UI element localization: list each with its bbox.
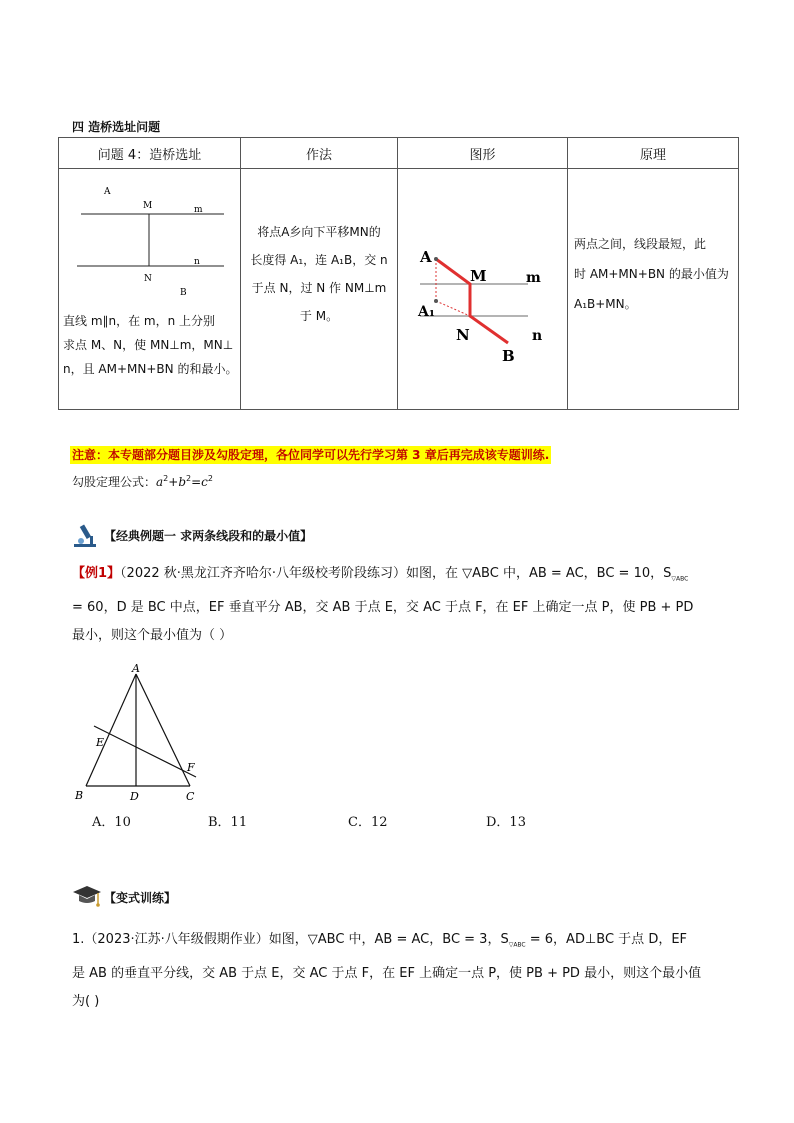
section-title: 四 造桥选址问题 bbox=[72, 120, 161, 134]
exercise-1 bbox=[72, 926, 736, 1016]
header-principle: 原理 bbox=[568, 138, 739, 169]
method-line: 将点A乡向下平移MN的 bbox=[257, 225, 381, 239]
method-cell bbox=[241, 169, 398, 410]
label-n: n bbox=[194, 257, 200, 267]
problem-line: n，且 AM+MN+BN 的和最小。 bbox=[63, 362, 238, 376]
example-problem bbox=[72, 560, 732, 650]
point-A1 bbox=[434, 299, 438, 303]
example-line-2: = 60，D 是 BC 中点，EF 垂直平分 AB，交 AB 于点 E，交 AC 于点 F，在 EF 上确定一点 P，使 PB + PD bbox=[72, 599, 694, 615]
graph-label-A: A bbox=[420, 248, 432, 266]
graph-label-n: n bbox=[532, 328, 543, 344]
graph-label-M: M bbox=[470, 267, 487, 285]
bridge-graph bbox=[398, 189, 568, 369]
exercise-line-1: 1.（2023·江苏·八年级假期作业）如图，▽ABC 中，AB = AC，BC = 3，$S_{▽ABC} = 6$，AD⊥BC 于点 D，EF bbox=[72, 932, 688, 949]
header-method: 作法 bbox=[241, 138, 398, 169]
microscope-icon bbox=[72, 522, 100, 552]
method-line: 于 M。 bbox=[299, 309, 339, 323]
choice-c: C．12 bbox=[348, 815, 388, 830]
header-graph: 图形 bbox=[398, 138, 568, 169]
example-line-3: 最小，则这个最小值为（ ） bbox=[72, 627, 233, 643]
graph-label-B: B bbox=[502, 347, 515, 365]
dash-a1-n bbox=[436, 301, 470, 316]
graduation-cap-icon bbox=[72, 884, 102, 914]
problem-cell bbox=[59, 169, 241, 410]
tri-label-D: D bbox=[130, 790, 139, 803]
label-B: B bbox=[180, 288, 187, 298]
graph-label-m: m bbox=[526, 270, 541, 286]
principle-cell bbox=[568, 169, 739, 410]
label-N: N bbox=[144, 274, 152, 284]
graph-cell bbox=[398, 169, 568, 410]
label-M: M bbox=[143, 201, 153, 211]
label-A: A bbox=[104, 187, 111, 197]
choice-b: B．11 bbox=[208, 815, 248, 830]
exercise-line-3: 为( ) bbox=[72, 993, 100, 1009]
graph-label-A1: A₁ bbox=[418, 304, 435, 320]
principle-line: 时 AM+MN+BN 的最小值为 bbox=[574, 267, 729, 281]
label-m: m bbox=[194, 205, 203, 215]
tri-label-A: A bbox=[132, 662, 140, 675]
choice-a: A．10 bbox=[92, 815, 131, 830]
tri-label-F: F bbox=[187, 761, 195, 774]
problem-line: 直线 m∥n，在 m，n 上分别 bbox=[63, 314, 216, 328]
method-line: 长度得 A₁，连 A₁B，交 n bbox=[250, 253, 388, 267]
tri-label-C: C bbox=[186, 790, 195, 803]
problem-figure bbox=[59, 169, 239, 309]
bridge-table bbox=[58, 137, 739, 410]
notice-text: 注意：本专题部分题目涉及勾股定理，各位同学可以先行学习第 3 章后再完成该专题训练. bbox=[72, 448, 550, 462]
triangle-figure bbox=[70, 662, 210, 806]
graph-label-N: N bbox=[456, 326, 470, 344]
point-A bbox=[434, 257, 438, 261]
choice-d: D．13 bbox=[486, 815, 526, 830]
principle-line: 两点之间，线段最短，此 bbox=[574, 237, 707, 251]
example-line-1: 【例1】（2022 秋·黑龙江齐齐哈尔·八年级校考阶段练习）如图，在 ▽ABC 中，AB = AC，BC = 10，$S_{▽ABC}$ bbox=[72, 566, 689, 583]
header-problem: 问题 4：造桥选址 bbox=[59, 138, 241, 169]
pythagoras-formula: 勾股定理公式：$a^2+b^2=c^2$ bbox=[72, 474, 213, 489]
example-heading: 【经典例题一 求两条线段和的最小值】 bbox=[104, 529, 313, 543]
principle-line: A₁B+MN。 bbox=[574, 297, 637, 311]
problem-line: 求点 M、N，使 MN⊥m，MN⊥ bbox=[63, 338, 234, 352]
tri-label-B: B bbox=[75, 789, 84, 802]
tri-label-E: E bbox=[96, 736, 105, 749]
exercise-line-2: 是 AB 的垂直平分线，交 AB 于点 E，交 AC 于点 F，在 EF 上确定一点 P，使 PB + PD 最小，则这个最小值 bbox=[72, 965, 702, 981]
variant-heading: 【变式训练】 bbox=[104, 891, 177, 905]
method-line: 于点 N，过 N 作 NM⊥m bbox=[251, 281, 387, 295]
formula-label: 勾股定理公式： bbox=[72, 475, 157, 489]
